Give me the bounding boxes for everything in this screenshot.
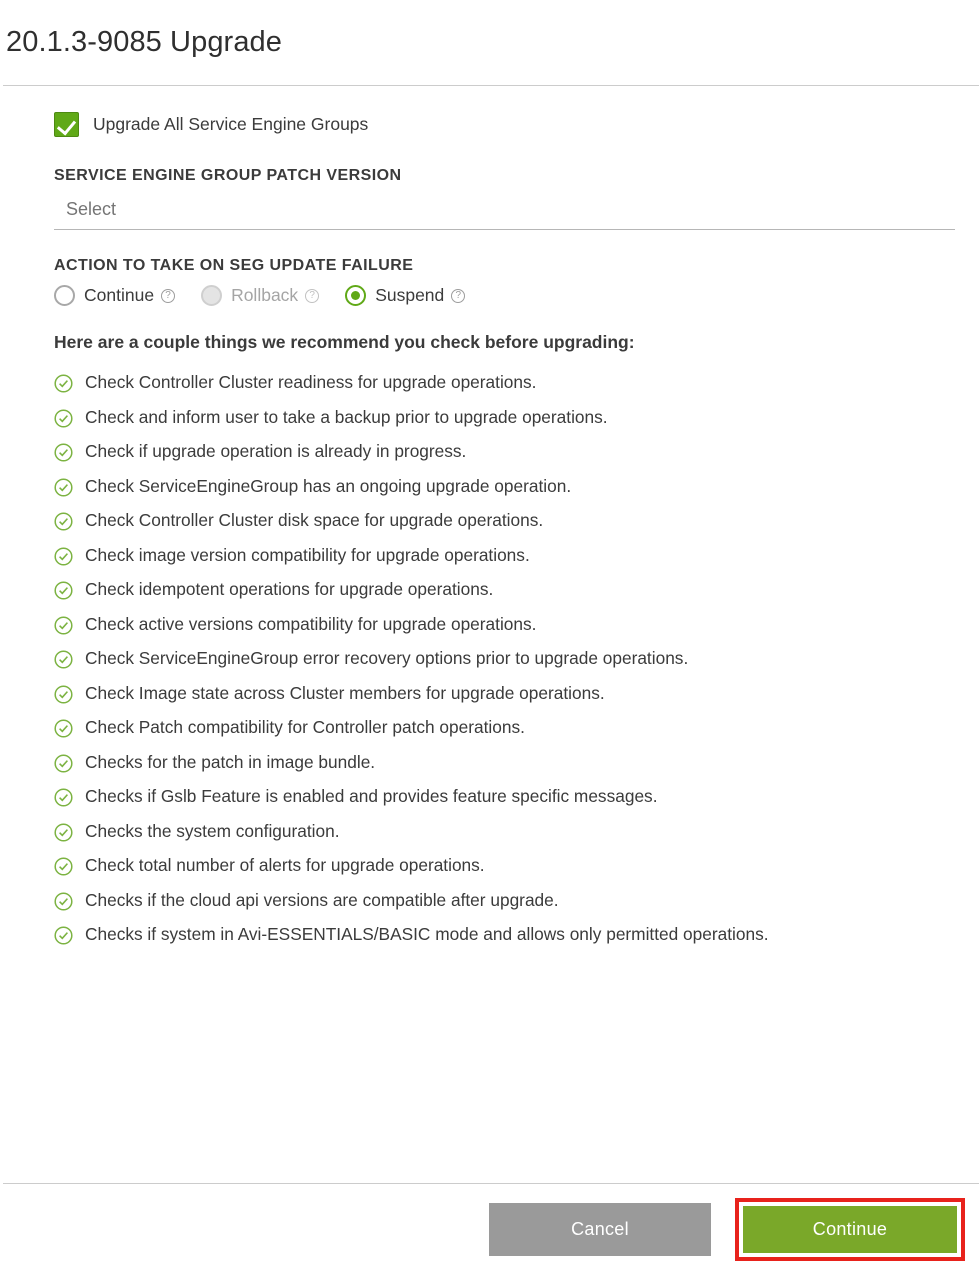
- check-circle-icon: [54, 616, 73, 635]
- dialog-footer: [0, 1183, 979, 1275]
- list-item: [54, 855, 955, 876]
- cancel-button[interactable]: Cancel: [489, 1203, 711, 1256]
- list-item: [54, 476, 955, 497]
- radio-continue-indicator[interactable]: [54, 285, 75, 306]
- precheck-text: Checks if system in Avi-ESSENTIALS/BASIC mode and allows only permitted operations.: [85, 924, 769, 944]
- failure-action-radio-group: [54, 285, 955, 306]
- precheck-text: Check image version compatibility for upgrade operations.: [85, 544, 530, 565]
- check-circle-icon: [54, 754, 73, 773]
- precheck-text: Check total number of alerts for upgrade operations.: [85, 855, 485, 875]
- check-circle-icon: [54, 478, 73, 497]
- list-item: [54, 579, 955, 600]
- list-item: [54, 683, 955, 704]
- check-circle-icon: [54, 823, 73, 842]
- precheck-text: Check ServiceEngineGroup has an ongoing upgrade operation.: [85, 475, 572, 496]
- continue-button[interactable]: Continue: [743, 1206, 957, 1253]
- upgrade-all-seg-row[interactable]: [54, 112, 955, 137]
- radio-rollback-indicator[interactable]: [201, 285, 222, 306]
- radio-suspend-label: Suspend: [375, 285, 445, 305]
- page-title: 20.1.3-9085 Upgrade: [6, 26, 282, 58]
- check-circle-icon: [54, 409, 73, 428]
- check-circle-icon: [54, 512, 73, 531]
- upgrade-all-seg-label: Upgrade All Service Engine Groups: [93, 114, 369, 134]
- precheck-text: Checks if the cloud api versions are compatible after upgrade.: [85, 889, 559, 910]
- check-circle-icon: [54, 788, 73, 807]
- precheck-text: Check Image state across Cluster members for upgrade operations.: [85, 682, 605, 703]
- help-icon-suspend[interactable]: ?: [451, 289, 465, 303]
- list-item: [54, 614, 955, 635]
- list-item: [54, 407, 955, 428]
- radio-suspend-indicator[interactable]: [345, 285, 366, 306]
- precheck-text: Check Controller Cluster disk space for upgrade operations.: [85, 510, 544, 530]
- check-circle-icon: [54, 719, 73, 738]
- radio-continue-label: Continue: [84, 285, 155, 305]
- precheck-text: Check Patch compatibility for Controller patch operations.: [85, 717, 525, 737]
- radio-option-suspend[interactable]: [345, 285, 465, 306]
- seg-patch-version-select[interactable]: [54, 195, 955, 230]
- upgrade-all-seg-checkbox[interactable]: [54, 112, 79, 137]
- precheck-list: [54, 372, 955, 945]
- precheck-text: Checks the system configuration.: [85, 820, 340, 841]
- list-item: [54, 717, 955, 738]
- radio-option-rollback[interactable]: [201, 285, 319, 306]
- recommendations-heading: Here are a couple things we recommend you check before upgrading:: [54, 332, 635, 352]
- dialog-header: [0, 0, 979, 86]
- failure-action-label: ACTION TO TAKE ON SEG UPDATE FAILURE: [54, 257, 414, 274]
- list-item: [54, 648, 955, 669]
- check-circle-icon: [54, 892, 73, 911]
- continue-button-highlight: [735, 1198, 965, 1261]
- list-item: [54, 890, 955, 911]
- precheck-text: Checks for the patch in image bundle.: [85, 751, 376, 772]
- dialog-left-edge: [0, 0, 3, 1275]
- dialog-body: [0, 86, 979, 1183]
- list-item: [54, 752, 955, 773]
- list-item: [54, 821, 955, 842]
- check-circle-icon: [54, 926, 73, 945]
- list-item: [54, 510, 955, 531]
- check-circle-icon: [54, 374, 73, 393]
- precheck-text: Check idempotent operations for upgrade operations.: [85, 579, 494, 599]
- radio-rollback-label: Rollback: [231, 285, 299, 305]
- check-circle-icon: [54, 857, 73, 876]
- precheck-text: Check active versions compatibility for upgrade operations.: [85, 613, 537, 634]
- help-icon-continue[interactable]: ?: [161, 289, 175, 303]
- precheck-text: Check ServiceEngineGroup error recovery options prior to upgrade operations.: [85, 648, 689, 668]
- check-circle-icon: [54, 650, 73, 669]
- list-item: [54, 924, 955, 945]
- precheck-text: Check if upgrade operation is already in progress.: [85, 441, 467, 461]
- check-circle-icon: [54, 581, 73, 600]
- precheck-text: Check and inform user to take a backup prior to upgrade operations.: [85, 406, 608, 427]
- precheck-text: Check Controller Cluster readiness for upgrade operations.: [85, 372, 537, 392]
- list-item: [54, 441, 955, 462]
- list-item: [54, 545, 955, 566]
- help-icon-rollback[interactable]: ?: [305, 289, 319, 303]
- list-item: [54, 372, 955, 393]
- radio-option-continue[interactable]: [54, 285, 175, 306]
- check-circle-icon: [54, 547, 73, 566]
- check-circle-icon: [54, 443, 73, 462]
- check-circle-icon: [54, 685, 73, 704]
- precheck-text: Checks if Gslb Feature is enabled and provides feature specific messages.: [85, 786, 658, 806]
- list-item: [54, 786, 955, 807]
- seg-patch-version-label: SERVICE ENGINE GROUP PATCH VERSION: [54, 167, 402, 184]
